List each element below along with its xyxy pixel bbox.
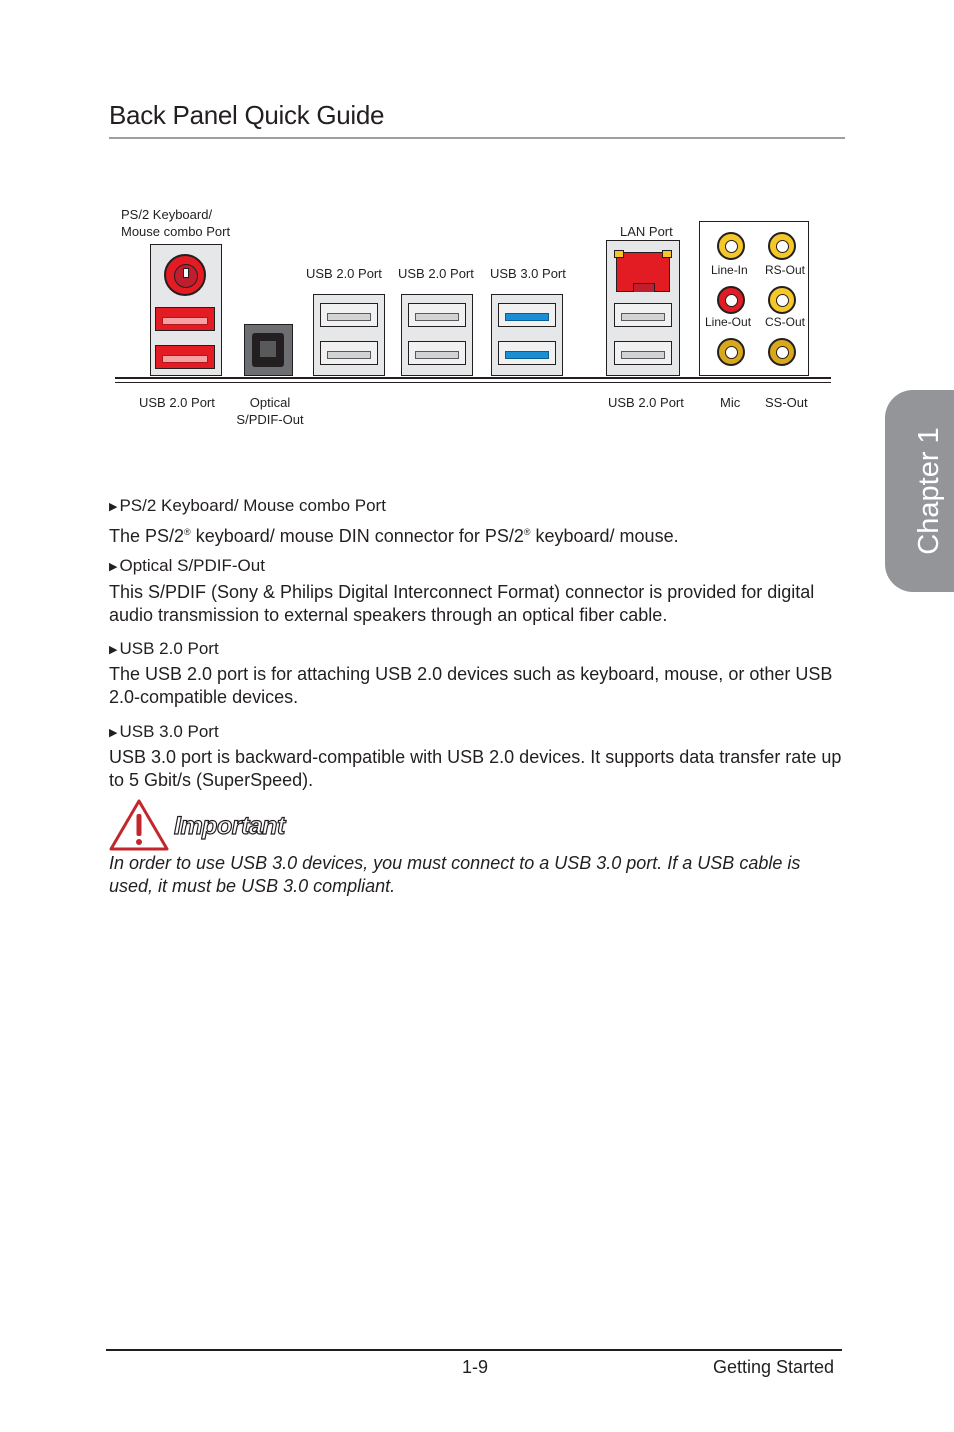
label-lan: LAN Port bbox=[620, 224, 673, 239]
mic-jack bbox=[717, 338, 745, 366]
usb20-port-right-bottom bbox=[614, 341, 672, 365]
ss-out-jack bbox=[768, 338, 796, 366]
label-line-in: Line-In bbox=[711, 263, 748, 277]
usb20-port-left-top bbox=[155, 307, 215, 331]
label-cs-out: CS-Out bbox=[765, 315, 806, 329]
usb30-block bbox=[491, 294, 563, 376]
label-line-out: Line-Out bbox=[705, 315, 752, 329]
important-title: Important bbox=[174, 812, 285, 840]
usb30-port-top bbox=[498, 303, 556, 327]
panel-baseline-2 bbox=[115, 382, 831, 383]
chapter-label: Chapter 1 bbox=[913, 427, 945, 555]
label-ps2-2: Mouse combo Port bbox=[121, 224, 231, 239]
label-mic: Mic bbox=[720, 395, 741, 410]
section-body-usb20: The USB 2.0 port is for attaching USB 2.0 devices such as keyboard, mouse, or other USB 2.0-compatible devices. bbox=[109, 664, 833, 707]
usb20-port-right-top bbox=[614, 303, 672, 327]
label-ss-out: SS-Out bbox=[765, 395, 808, 410]
ps2-port bbox=[164, 254, 206, 296]
panel-baseline bbox=[115, 377, 831, 379]
triangle-bullet-icon: ▶ bbox=[109, 561, 118, 573]
usb20-port-a-bottom bbox=[320, 341, 378, 365]
label-rs-out: RS-Out bbox=[765, 263, 806, 277]
line-out-jack bbox=[717, 286, 745, 314]
section-heading-usb30: ▶ USB 3.0 Port bbox=[109, 722, 219, 741]
rs-out-jack bbox=[768, 232, 796, 260]
usb20-port-left-bottom bbox=[155, 345, 215, 369]
label-usb20-b: USB 2.0 Port bbox=[398, 266, 474, 281]
usb20-block-a bbox=[313, 294, 385, 376]
section-body-usb30: USB 3.0 port is backward-compatible with USB 2.0 devices. It supports data transfer rate up to 5 Gbit/s (SuperSpeed). bbox=[109, 747, 842, 790]
lan-port bbox=[616, 252, 670, 292]
label-bottom-usb20-right: USB 2.0 Port bbox=[608, 395, 684, 410]
important-text: In order to use USB 3.0 devices, you must connect to a USB 3.0 port. If a USB cable is used, it must be USB 3.0 compliant. bbox=[109, 853, 801, 896]
lan-usb-block bbox=[606, 240, 680, 376]
label-bottom-usb20-left: USB 2.0 Port bbox=[139, 395, 215, 410]
optical-port bbox=[244, 324, 293, 376]
footer-section: Getting Started bbox=[713, 1357, 835, 1377]
triangle-bullet-icon: ▶ bbox=[109, 501, 118, 513]
usb20-port-b-top bbox=[408, 303, 466, 327]
section-body-optical: This S/PDIF (Sony & Philips Digital Interconnect Format) connector is provided for digital audio transmission to external speakers through an optical fiber cable. bbox=[109, 582, 815, 625]
line-in-jack bbox=[717, 232, 745, 260]
label-usb30: USB 3.0 Port bbox=[490, 266, 566, 281]
label-usb20-a: USB 2.0 Port bbox=[306, 266, 382, 281]
triangle-bullet-icon: ▶ bbox=[109, 727, 118, 739]
audio-block bbox=[699, 221, 809, 376]
section-body-ps2: The PS/2® keyboard/ mouse DIN connector for PS/2® keyboard/ mouse. bbox=[109, 526, 679, 546]
label-optical-2: S/PDIF-Out bbox=[236, 412, 304, 427]
usb30-port-bottom bbox=[498, 341, 556, 365]
back-panel-diagram bbox=[0, 0, 954, 440]
cs-out-jack bbox=[768, 286, 796, 314]
label-ps2-1: PS/2 Keyboard/ bbox=[121, 207, 213, 222]
label-optical-1: Optical bbox=[249, 395, 291, 410]
footer-page-number: 1-9 bbox=[462, 1357, 489, 1377]
usb20-port-b-bottom bbox=[408, 341, 466, 365]
section-heading-usb20: ▶ USB 2.0 Port bbox=[109, 639, 219, 658]
section-heading-optical: ▶ Optical S/PDIF-Out bbox=[109, 556, 265, 575]
usb20-port-a-top bbox=[320, 303, 378, 327]
section-heading-ps2: ▶ PS/2 Keyboard/ Mouse combo Port bbox=[109, 496, 386, 515]
ps2-usb-block bbox=[150, 244, 222, 376]
footer-divider bbox=[106, 1349, 842, 1351]
warning-icon bbox=[108, 798, 170, 852]
page-title: Back Panel Quick Guide bbox=[109, 100, 385, 130]
triangle-bullet-icon: ▶ bbox=[109, 644, 118, 656]
usb20-block-b bbox=[401, 294, 473, 376]
